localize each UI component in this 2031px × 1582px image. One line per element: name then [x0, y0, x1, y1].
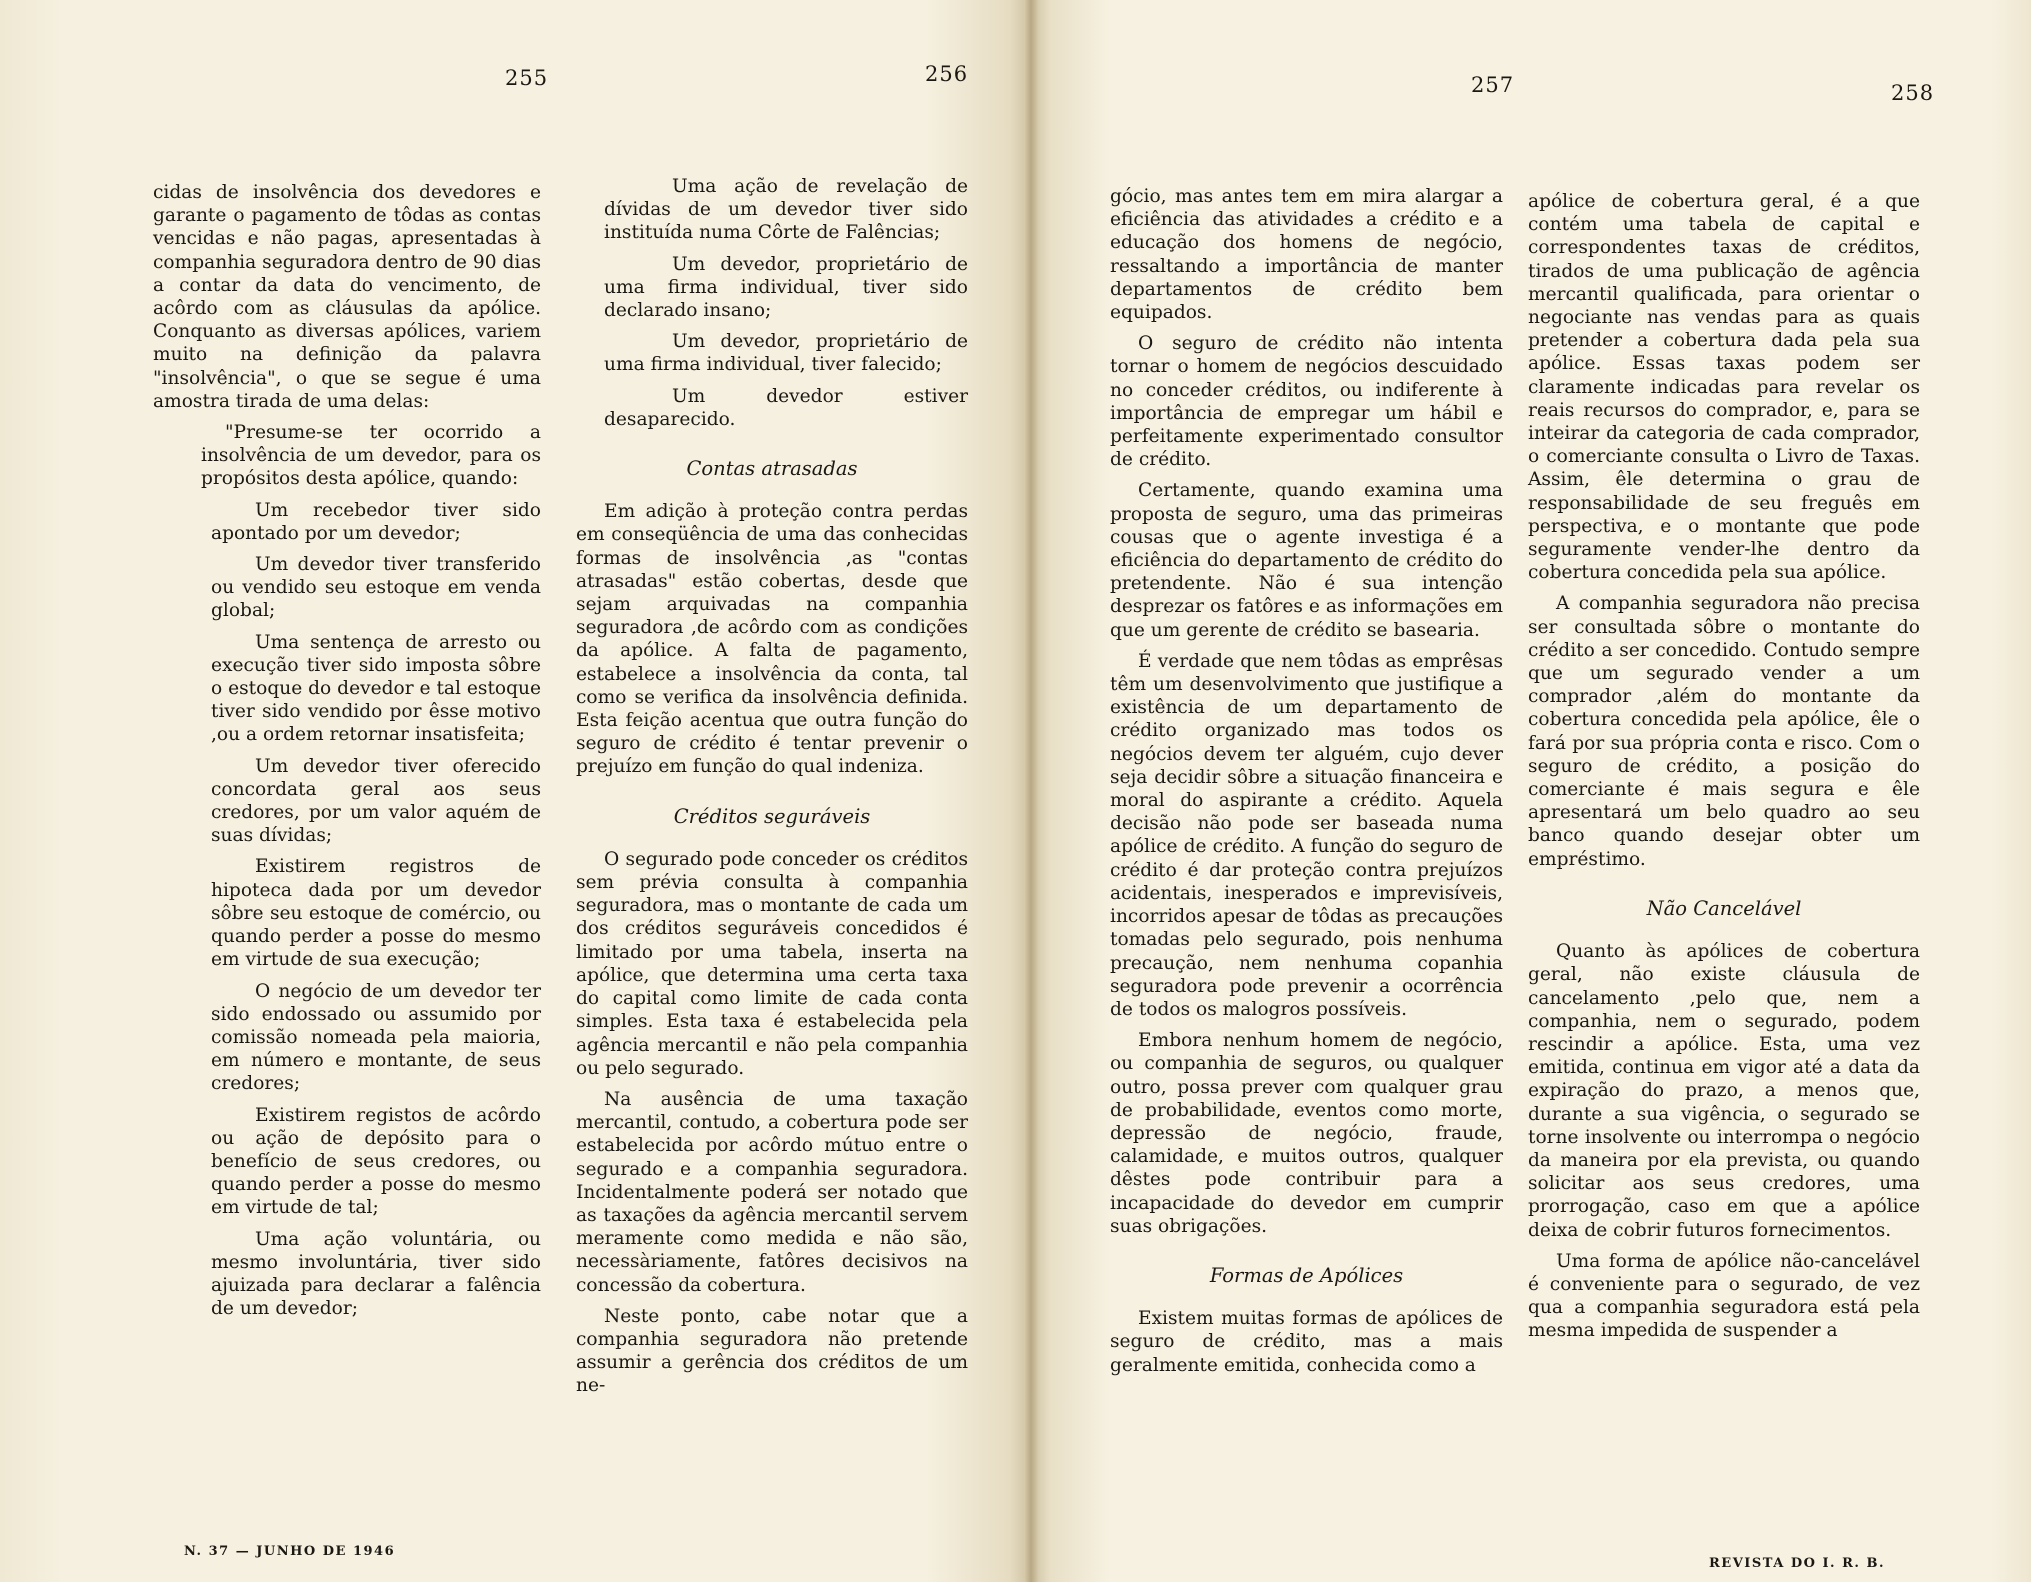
- paragraph: Um devedor, proprietário de uma firma individual, tiver falecido;: [604, 331, 968, 376]
- text-column-2: [576, 175, 968, 1406]
- paragraph: Um devedor estiver desaparecido.: [604, 385, 968, 430]
- text-column-4: [1528, 190, 1920, 1351]
- paragraph: Neste ponto, cabe notar que a companhia seguradora não pretende assumir a gerência dos créditos de um ne-: [576, 1305, 968, 1397]
- paragraph: "Presume-se ter ocorrido a insolvência de um devedor, para os propósitos desta apólice, quando:: [201, 422, 541, 490]
- paragraph: Existem muitas formas de apólices de seguro de crédito, mas a mais geralmente emitida, conhecida como a: [1110, 1308, 1503, 1376]
- paragraph: Um devedor tiver oferecido concordata geral aos seus credores, por um valor aquém de suas dívidas;: [211, 755, 541, 847]
- paragraph: Em adição à proteção contra perdas em conseqüência de uma das conhecidas formas de insolvência ,as "contas atrasadas" estão cobertas, desde que sejam arquivadas na companhia seguradora ,de acôrdo com as condições da apólice. A falta de pagamento, estabelece a insolvência da conta, tal como se verifica da insolvência definida. Esta feição acentua que outra função do seguro de crédito é tentar prevenir o prejuízo em função do qual indeniza.: [576, 501, 968, 778]
- paragraph: O seguro de crédito não intenta tornar o homem de negócios descuidado no conceder créditos, ou indiferente à importância de empregar um hábil e perfeitamente experimentado consultor de crédito.: [1110, 333, 1503, 471]
- footer-journal-name: REVISTA DO I. R. B.: [1709, 1556, 1885, 1571]
- paragraph: Embora nenhum homem de negócio, ou companhia de seguros, ou qualquer outro, possa prever com qualquer grau de probabilidade, eventos como morte, depressão de negócio, fraude, calamidade, e muitos outros, qualquer dêstes pode contribuir para a incapacidade do devedor em cumprir suas obrigações.: [1110, 1030, 1503, 1237]
- paragraph: Certamente, quando examina uma proposta de seguro, uma das primeiras cousas que o agente investiga é a eficiência do departamento de crédito do pretendente. Não é sua intenção desprezar os fatôres e as informações em que um gerente de crédito se basearia.: [1110, 480, 1503, 641]
- paragraph: Na ausência de uma taxação mercantil, contudo, a cobertura pode ser estabelecida por acôrdo mútuo entre o segurado e a companhia seguradora. Incidentalmente poderá ser notado que as taxações da agência mercantil servem meramente como medida e não são, necessàriamente, fatôres decisivos na concessão da cobertura.: [576, 1088, 968, 1296]
- paragraph: Uma forma de apólice não-cancelável é conveniente para o segurado, de vez qua a companhia seguradora está pela mesma impedida de suspender a: [1528, 1250, 1920, 1342]
- paragraph: Um devedor, proprietário de uma firma individual, tiver sido declarado insano;: [604, 253, 968, 322]
- paragraph: Uma ação voluntária, ou mesmo involuntária, tiver sido ajuizada para declarar a falência de um devedor;: [211, 1228, 541, 1320]
- paragraph: gócio, mas antes tem em mira alargar a eficiência das atividades a crédito e a educação dos homens de negócio, ressaltando a importância de manter departamentos de crédito bem equipados.: [1110, 186, 1503, 324]
- paragraph: É verdade que nem tôdas as emprêsas têm um desenvolvimento que justifique a existência de um departamento de crédito organizado mas todos os negócios devem ter alguém, cujo dever seja decidir sôbre a situação financeira e moral do aspirante a crédito. Aquela decisão não pode ser baseada numa apólice de crédito. A função do seguro de crédito é dar proteção contra prejuízos acidentais, inesperados e imprevisíveis, incorridos apesar de tôdas as precauções tomadas pelo segurado, pois nenhuma precaução, nem nenhuma copanhia seguradora pode prevenir a ocorrência de todos os malogros possíveis.: [1110, 650, 1503, 1020]
- paragraph: Existirem registros de hipoteca dada por um devedor sôbre seu estoque de comércio, ou quando perder a posse do mesmo em virtude de sua execução;: [211, 856, 541, 971]
- page-number-256: 256: [925, 62, 969, 86]
- paragraph: A companhia seguradora não precisa ser consultada sôbre o montante do crédito a ser concedido. Contudo sempre que um segurado vender a um comprador ,além do montante da cobertura concedida pela apólice, êle o fará por sua própria conta e risco. Com o seguro de crédito, a posição do comerciante é mais segura e êle apresentará um belo quadro ao seu banco quando desejar obter um empréstimo.: [1528, 593, 1920, 870]
- section-heading: Não Cancelável: [1646, 896, 1802, 920]
- section-heading: Contas atrasadas: [686, 457, 858, 481]
- book-gutter: [1024, 0, 1038, 1582]
- page-number-258: 258: [1891, 81, 1935, 105]
- text-column-1: [153, 181, 541, 1328]
- paragraph: Uma sentença de arresto ou execução tiver sido imposta sôbre o estoque do devedor e tal estoque tiver sido vendido por êsse motivo ,ou a ordem retornar insatisfeita;: [211, 631, 541, 746]
- paragraph: Uma ação de revelação de dívidas de um devedor tiver sido instituída numa Côrte de Falências;: [604, 176, 968, 244]
- paragraph: Quanto às apólices de cobertura geral, não existe cláusula de cancelamento ,pelo que, nem a companhia, nem o segurado, podem rescindir a apólice. Esta, uma vez emitida, continua em vigor até a data da expiração do prazo, a menos que, durante a sua vigência, o segurado se torne insolvente ou interrompa o negócio da maneira por ela prevista, ou quando solicitar aos seus credores, uma prorrogação, caso em que a apólice deixa de cobrir futuros fornecimentos.: [1528, 941, 1920, 1241]
- paragraph: cidas de insolvência dos devedores e garante o pagamento de tôdas as contas vencidas e não pagas, apresentadas à companhia seguradora dentro de 90 dias a contar da data do vencimento, de acôrdo com as cláusulas da apólice. Conquanto as diversas apólices, variem muito na definição da palavra "insolvência", o que se segue é uma amostra tirada de uma delas:: [153, 182, 541, 412]
- footer-issue-date: N. 37 — JUNHO DE 1946: [184, 1544, 396, 1559]
- page-number-255: 255: [505, 66, 549, 90]
- section-heading: Formas de Apólices: [1209, 1263, 1404, 1287]
- section-heading: Créditos seguráveis: [673, 804, 871, 828]
- paragraph: apólice de cobertura geral, é a que contém uma tabela de capital e correspondentes taxas de créditos, tirados de uma publicação de agência mercantil qualificada, para orientar o negociante nas vendas para as quais pretender a cobertura dada pela sua apólice. Essas taxas podem ser claramente indicadas para revelar os reais recursos do comprador, e, para se inteirar da categoria de cada comprador, o comerciante consulta o Livro de Taxas. Assim, êle determina o grau de responsabilidade de seu freguês em perspectiva, e o montante que pode seguramente vender-lhe dentro da cobertura concedida pela sua apólice.: [1528, 191, 1920, 584]
- paragraph: O segurado pode conceder os créditos sem prévia consulta à companhia seguradora, mas o montante de cada um dos créditos seguráveis concedidos é limitado por uma tabela, inserta na apólice, que determina uma certa taxa do capital como limite de cada conta simples. Esta taxa é estabelecida pela agência mercantil e não pela companhia ou pelo segurado.: [576, 848, 968, 1079]
- paragraph: Um devedor tiver transferido ou vendido seu estoque em venda global;: [211, 554, 541, 622]
- paragraph: Existirem registos de acôrdo ou ação de depósito para o benefício de seus credores, ou quando perder a posse do mesmo em virtude de tal;: [211, 1104, 541, 1219]
- paragraph: O negócio de um devedor ter sido endossado ou assumido por comissão nomeada pela maioria, em número e montante, de seus credores;: [211, 980, 541, 1095]
- text-column-3: [1110, 185, 1503, 1385]
- page-number-257: 257: [1471, 73, 1515, 97]
- paragraph: Um recebedor tiver sido apontado por um devedor;: [211, 499, 541, 544]
